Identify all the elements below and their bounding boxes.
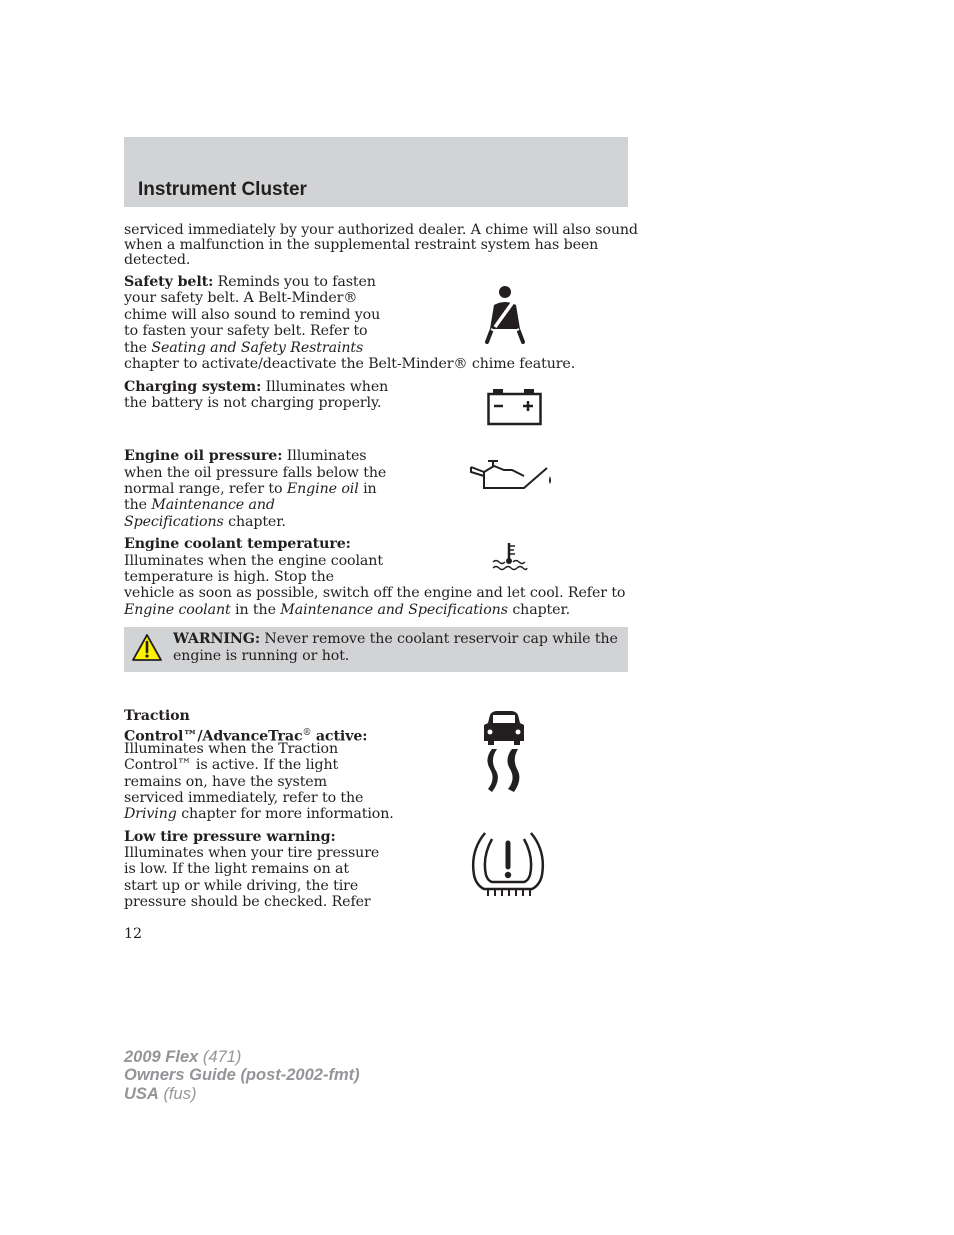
tire-line-2: Illuminates when your tire pressure	[124, 845, 380, 861]
tire-line-3: is low. If the light remains on at	[124, 861, 350, 877]
section-header	[124, 137, 628, 207]
footer-line-1: 2009 Flex (471)	[124, 1048, 242, 1066]
warning-triangle-icon	[131, 633, 163, 663]
seatbelt-icon	[483, 285, 529, 345]
traction-control-icon	[480, 709, 528, 795]
safety-belt-line-5: the Seating and Safety Restraints	[124, 340, 364, 356]
oil-line-5: Specifications chapter.	[124, 514, 286, 530]
tire-line-5: pressure should be checked. Refer	[124, 894, 371, 910]
tire-heading: Low tire pressure warning:	[124, 829, 336, 845]
oil-line-1: Engine oil pressure: Illuminates	[124, 448, 367, 464]
coolant-heading: Engine coolant temperature:	[124, 536, 351, 552]
oil-can-icon	[468, 458, 554, 494]
coolant-temperature-icon	[490, 540, 530, 574]
safety-belt-line-4: to fasten your safety belt. Refer to	[124, 323, 368, 339]
oil-heading: Engine oil pressure:	[124, 448, 283, 464]
warning-box	[124, 627, 628, 672]
safety-belt-heading: Safety belt:	[124, 274, 214, 290]
footer-line-3: USA (fus)	[124, 1084, 197, 1103]
coolant-line-3: temperature is high. Stop the	[124, 569, 334, 585]
tire-line-4: start up or while driving, the tire	[124, 878, 359, 894]
oil-line-2: when the oil pressure falls below the	[124, 465, 387, 481]
section-title: Instrument Cluster	[138, 179, 307, 200]
warning-line-1: WARNING: Never remove the coolant reservoir cap while the	[173, 631, 618, 647]
intro-line-2: when a malfunction in the supplemental restraint system has been	[124, 237, 599, 253]
document-footer	[124, 1048, 360, 1103]
intro-line-3: detected.	[124, 252, 191, 268]
warning-line-2: engine is running or hot.	[173, 648, 350, 664]
traction-heading-2: Control™/AdvanceTrac® active:	[124, 728, 368, 745]
oil-line-4: the Maintenance and	[124, 497, 275, 513]
coolant-line-5: Engine coolant in the Maintenance and Specifications chapter.	[124, 602, 570, 618]
tire-pressure-icon	[468, 829, 548, 901]
battery-icon	[486, 387, 544, 427]
coolant-line-4: vehicle as soon as possible, switch off the engine and let cool. Refer to	[124, 585, 626, 601]
tire-line-1	[124, 829, 336, 845]
coolant-line-2: Illuminates when the engine coolant	[124, 553, 383, 569]
page-number: 12	[124, 926, 143, 942]
safety-belt-line-1: Safety belt: Reminds you to fasten	[124, 274, 376, 290]
traction-line-5: Driving chapter for more information.	[124, 806, 394, 822]
traction-heading-1: Traction	[124, 708, 190, 724]
intro-line-1: serviced immediately by your authorized dealer. A chime will also sound	[124, 222, 638, 238]
traction-line-2: Control™ is active. If the light	[124, 757, 339, 773]
coolant-line-1	[124, 536, 351, 552]
charging-line-1: Charging system: Illuminates when	[124, 379, 389, 395]
charging-line-2: the battery is not charging properly.	[124, 395, 382, 411]
safety-belt-line-3: chime will also sound to remind you	[124, 307, 381, 323]
traction-line-4: serviced immediately, refer to the	[124, 790, 364, 806]
charging-heading: Charging system:	[124, 379, 262, 395]
traction-line-1: Illuminates when the Traction	[124, 741, 339, 757]
warning-label: WARNING:	[173, 631, 260, 647]
safety-belt-line-2: your safety belt. A Belt-Minder®	[124, 290, 358, 306]
oil-line-3: normal range, refer to Engine oil in	[124, 481, 377, 497]
safety-belt-line-6: chapter to activate/deactivate the Belt-Minder® chime feature.	[124, 356, 576, 372]
footer-line-2: Owners Guide (post-2002-fmt)	[124, 1066, 360, 1085]
traction-line-3: remains on, have the system	[124, 774, 327, 790]
